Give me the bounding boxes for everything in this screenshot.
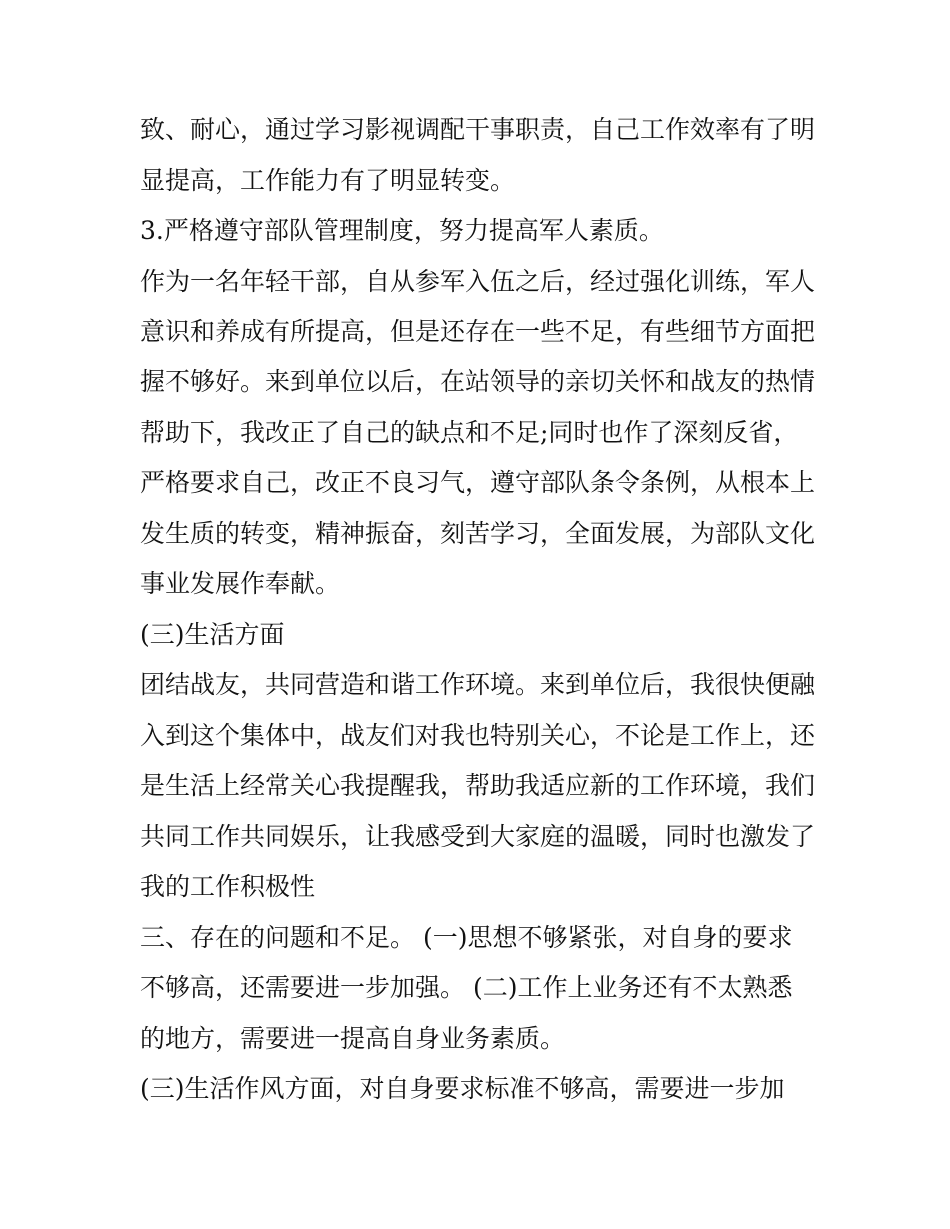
text-line: 握不够好。来到单位以后，在站领导的亲切关怀和战友的热情: [140, 367, 816, 396]
text-line: 意识和养成有所提高，但是还存在一些不足，有些细节方面把: [140, 317, 816, 346]
text-line: 的地方，需要进一提高自身业务素质。: [140, 1024, 566, 1053]
text-line: 帮助下，我改正了自己的缺点和不足;同时也作了深刻反省，: [140, 418, 799, 447]
text-line: 作为一名年轻干部，自从参军入伍之后，经过强化训练，军人: [140, 267, 816, 296]
text-line: 严格要求自己，改正不良习气，遵守部队条令条例，从根本上: [140, 468, 816, 497]
text-line: 3.严格遵守部队管理制度，努力提高军人素质。: [140, 216, 664, 245]
text-line: 三、存在的问题和不足。 (一)思想不够紧张，对自身的要求: [140, 923, 793, 952]
text-line: 发生质的转变，精神振奋，刻苦学习，全面发展，为部队文化: [140, 519, 816, 548]
text-line: 是生活上经常关心我提醒我，帮助我适应新的工作环境，我们: [140, 771, 816, 800]
text-line: (三)生活作风方面，对自身要求标准不够高，需要进一步加: [140, 1074, 785, 1103]
section-heading: (三)生活方面: [140, 620, 285, 649]
text-line: 入到这个集体中，战友们对我也特别关心，不论是工作上，还: [140, 721, 816, 750]
text-line: 共同工作共同娱乐，让我感受到大家庭的温暖，同时也激发了: [140, 822, 816, 851]
text-line: 不够高，还需要进一步加强。 (二)工作上业务还有不太熟悉: [140, 973, 793, 1002]
text-line: 团结战友，共同营造和谐工作环境。来到单位后，我很快便融: [140, 670, 816, 699]
text-line: 致、耐心，通过学习影视调配干事职责，自己工作效率有了明: [140, 115, 816, 144]
text-line: 事业发展作奉献。: [140, 569, 341, 598]
text-line: 显提高，工作能力有了明显转变。: [140, 166, 516, 195]
text-line: 我的工作积极性: [140, 872, 316, 901]
